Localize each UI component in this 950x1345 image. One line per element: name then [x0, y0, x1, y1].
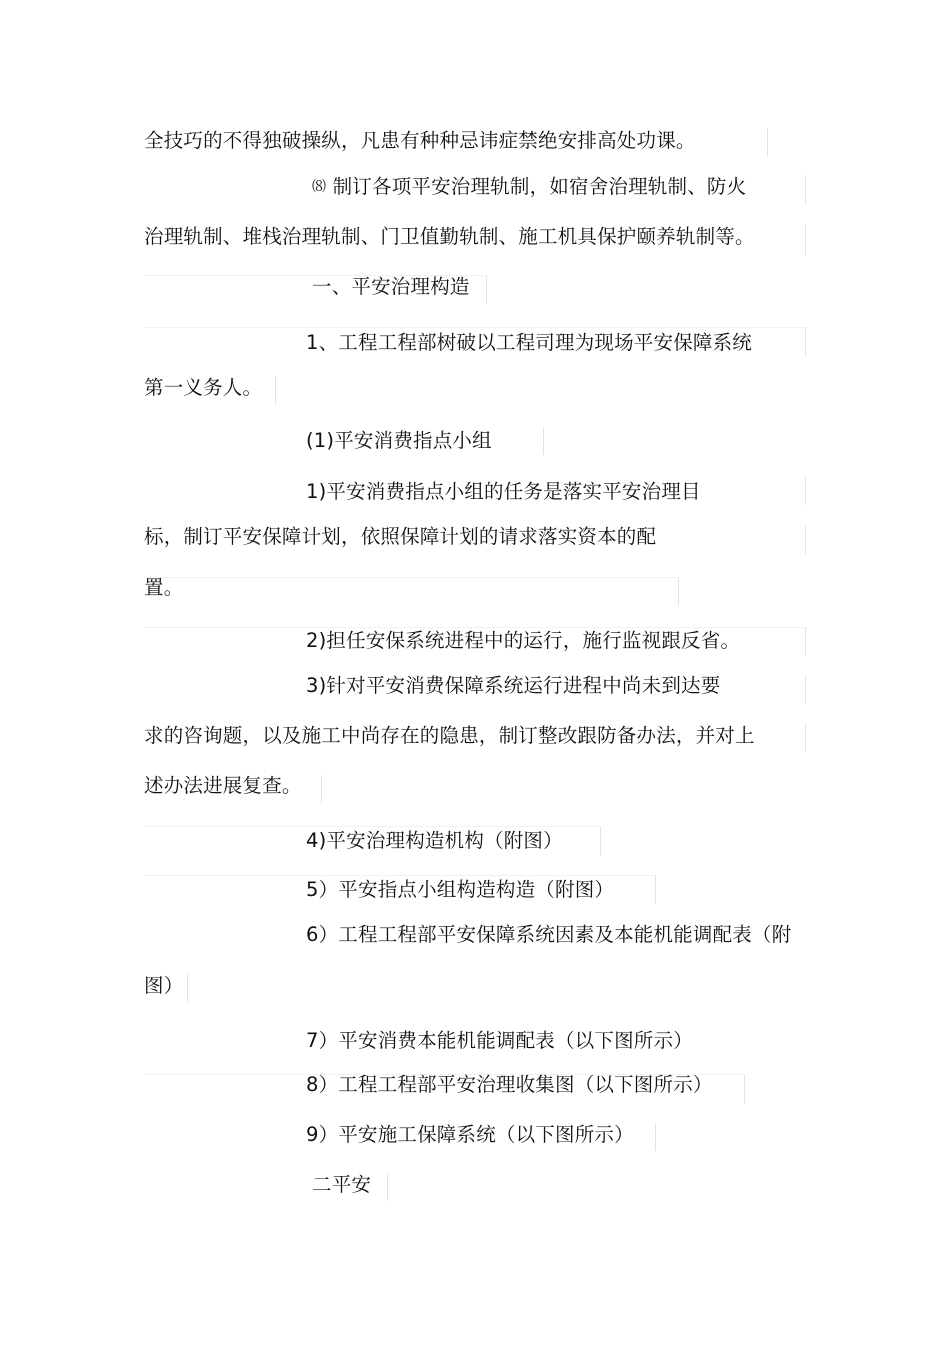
frame-rule: [655, 1123, 656, 1151]
body-line: 3)针对平安消费保障系统运行进程中尚未到达要: [306, 674, 721, 697]
body-line: 1)平安消费指点小组的任务是落实平安治理目: [306, 480, 701, 503]
body-line: 1、工程工程部树破以工程司理为现场平安保障系统: [306, 331, 753, 354]
item-text: 制订各项平安治理轨制，如宿舍治理轨制、防火: [332, 175, 747, 198]
body-line: 第一义务人。: [144, 376, 263, 399]
item-number: ⑻: [312, 179, 327, 195]
frame-rule: [543, 427, 544, 455]
list-item: 8）工程工程部平安治理收集图（以下图所示）: [306, 1073, 713, 1096]
list-item: 7）平安消费本能机能调配表（以下图所示）: [306, 1029, 693, 1052]
list-item: 9）平安施工保障系统（以下图所示）: [306, 1123, 634, 1146]
frame-rule: [805, 225, 806, 255]
numbered-item: [312, 174, 746, 202]
subheading: (1)平安消费指点小组: [306, 429, 492, 452]
body-line: 治理轨制、堆栈治理轨制、门卫值勤轨制、施工机具保护颐养轨制等。: [144, 225, 755, 248]
body-line: 述办法进展复查。: [144, 774, 302, 797]
frame-box: [144, 577, 679, 606]
body-line: 标，制订平安保障计划，依照保障计划的请求落实资本的配: [144, 525, 657, 548]
list-item: 4)平安治理构造机构（附图）: [306, 829, 563, 852]
list-item: 6）工程工程部平安保障系统因素及本能机能调配表（附: [306, 923, 792, 946]
frame-rule: [321, 775, 322, 803]
frame-rule: [805, 526, 806, 554]
frame-rule: [805, 724, 806, 752]
body-line: 求的咨询题，以及施工中尚存在的隐患，制订整改跟防备办法，并对上: [144, 724, 755, 747]
body-line: 2)担任安保系统进程中的运行，施行监视跟反省。: [306, 629, 741, 652]
frame-rule: [767, 128, 768, 156]
body-line: 置。: [144, 576, 184, 599]
frame-rule: [387, 1173, 388, 1201]
frame-rule: [805, 175, 806, 205]
frame-rule: [805, 676, 806, 704]
section-heading: 一、平安治理构造: [312, 275, 470, 298]
section-heading: 二平安: [312, 1173, 372, 1196]
list-item: 图）: [144, 974, 184, 997]
list-item: 5）平安指点小组构造构造（附图）: [306, 878, 615, 901]
frame-rule: [805, 477, 806, 505]
body-line: 全技巧的不得独破操纵，凡患有种种忌讳症禁绝安排高处功课。: [144, 129, 696, 152]
frame-rule: [275, 376, 276, 404]
frame-rule: [187, 974, 188, 1002]
